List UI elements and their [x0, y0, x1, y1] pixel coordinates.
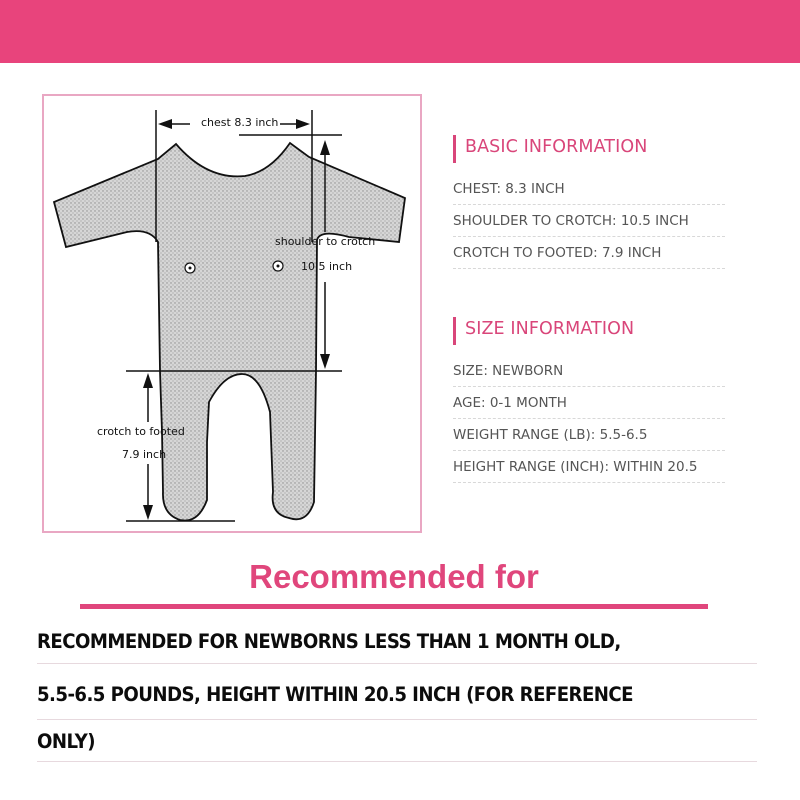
divider	[37, 719, 757, 720]
info-row-crotch-to-footed: CROTCH TO FOOTED: 7.9 INCH	[453, 237, 725, 269]
info-row-chest: CHEST: 8.3 INCH	[453, 173, 725, 205]
chest-dimension-label: chest 8.3 inch	[201, 116, 279, 129]
section-accent-bar	[453, 135, 456, 163]
section-accent-bar	[453, 317, 456, 345]
info-row-size: SIZE: NEWBORN	[453, 355, 725, 387]
info-row-height-range: HEIGHT RANGE (INCH): WITHIN 20.5	[453, 451, 725, 483]
top-banner	[0, 0, 800, 63]
size-information-section	[453, 317, 725, 483]
info-row-shoulder-to-crotch: SHOULDER TO CROTCH: 10.5 INCH	[453, 205, 725, 237]
recommendation-line-1: RECOMMENDED FOR NEWBORNS LESS THAN 1 MONTH OLD,	[37, 630, 621, 653]
recommendation-line-3: ONLY)	[37, 730, 95, 753]
shoulder-to-crotch-label: shoulder to crotch	[275, 235, 376, 248]
size-diagram-frame	[42, 94, 422, 533]
divider	[37, 663, 757, 664]
info-row-age: AGE: 0-1 MONTH	[453, 387, 725, 419]
divider	[37, 761, 757, 762]
info-row-weight-range: WEIGHT RANGE (LB): 5.5-6.5	[453, 419, 725, 451]
romper-outline	[54, 143, 405, 521]
basic-information-title: BASIC INFORMATION	[465, 137, 648, 157]
basic-information-section	[453, 135, 725, 269]
recommendation-line-2: 5.5-6.5 POUNDS, HEIGHT WITHIN 20.5 INCH (FOR REFERENCE	[37, 683, 633, 706]
romper-diagram	[44, 96, 420, 531]
crotch-to-footed-label: crotch to footed	[97, 425, 185, 438]
recommended-underline	[80, 604, 708, 609]
size-information-title: SIZE INFORMATION	[465, 319, 635, 339]
recommended-for-heading: Recommended for	[249, 558, 539, 595]
crotch-to-footed-value: 7.9 inch	[122, 448, 167, 461]
shoulder-to-crotch-value: 10.5 inch	[301, 260, 353, 273]
